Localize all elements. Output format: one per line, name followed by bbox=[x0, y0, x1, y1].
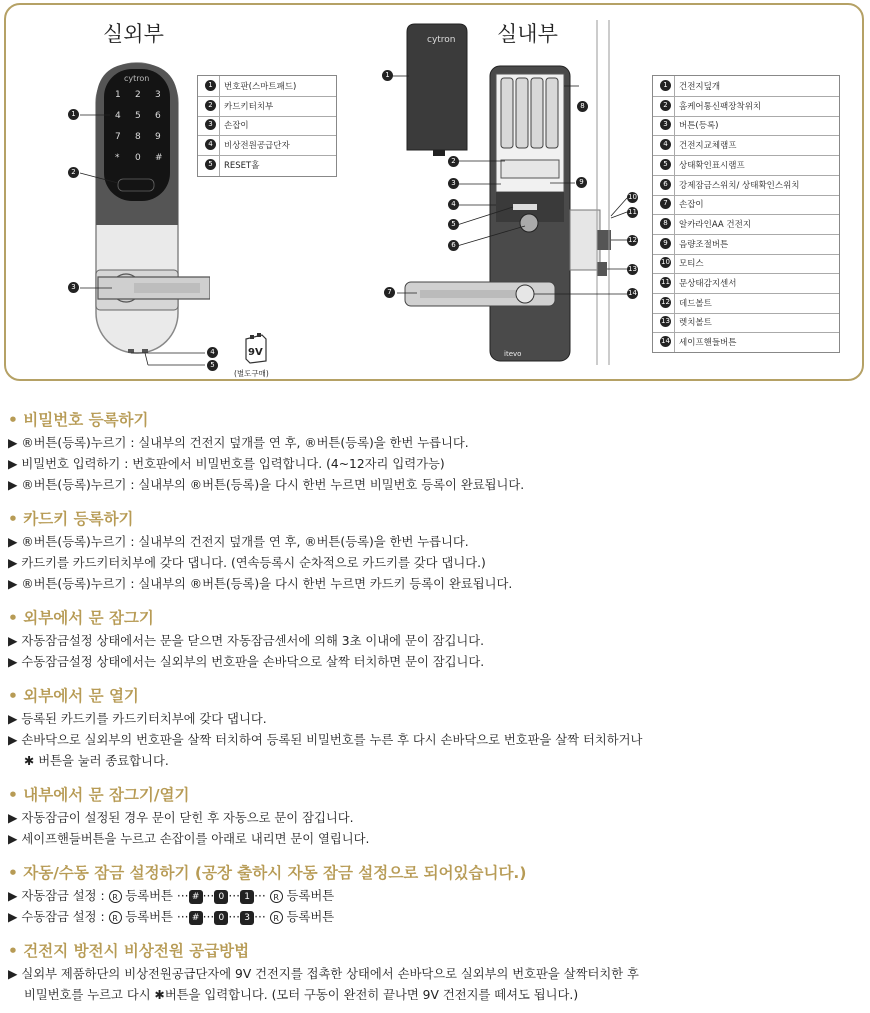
instruction-line: ▶ ®버튼(등록)누르기 : 실내부의 ®버튼(등록)을 다시 한번 누르면 카드키 등록이 완료됩니다. bbox=[8, 577, 513, 591]
legend-label: 홈케어통신팩장착위치 bbox=[679, 101, 762, 112]
legend-label: 데드볼트 bbox=[679, 298, 712, 309]
legend-row bbox=[653, 175, 839, 196]
instruction-line: ▶ ®버튼(등록)누르기 : 실내부의 건전지 덮개를 연 후, ®버튼(등록)을 한번 누릅니다. bbox=[8, 436, 469, 450]
instruction-line: ▶ 자동잠금설정 상태에서는 문을 닫으면 자동잠금센서에 의해 3초 이내에 문이 잠깁니다. bbox=[8, 634, 485, 648]
outdoor-legend bbox=[197, 75, 337, 177]
instruction-line: ▶ 실외부 제품하단의 비상전원공급단자에 9V 건전지를 접촉한 상태에서 손바닥으로 실외부의 번호판을 살짝터치한 후 bbox=[8, 967, 639, 981]
keypad-key[interactable]: 6 bbox=[155, 111, 161, 121]
outdoor-title: 실외부 bbox=[103, 22, 164, 46]
legend-row bbox=[198, 155, 336, 175]
indoor-callout-1: 1 bbox=[382, 70, 393, 81]
callout-5: 5 bbox=[207, 360, 218, 371]
legend-number: 2 bbox=[205, 100, 216, 111]
instruction-line: ▶ 손바닥으로 실외부의 번호판을 살짝 터치하여 등록된 비밀번호를 누른 후 다시 손바닥으로 번호판을 살짝 터치하거나 bbox=[8, 733, 643, 747]
legend-number: 4 bbox=[205, 139, 216, 150]
legend-label: 건전지덮개 bbox=[679, 82, 721, 92]
keypad-key[interactable]: * bbox=[115, 153, 120, 163]
hash-key-icon: # bbox=[189, 890, 203, 904]
callout-4: 4 bbox=[207, 347, 218, 358]
section-heading: • 카드키 등록하기 bbox=[8, 510, 134, 528]
manual-lock-setting-line bbox=[8, 907, 334, 925]
indoor-title: 실내부 bbox=[497, 22, 558, 46]
instruction-line-cont: ✱ 버튼을 눌러 종료합니다. bbox=[24, 754, 169, 768]
legend-label: 손잡이 bbox=[224, 121, 249, 132]
legend-number: 5 bbox=[205, 159, 216, 170]
legend-row bbox=[653, 332, 839, 352]
legend-row bbox=[653, 273, 839, 294]
keypad-key[interactable]: 5 bbox=[135, 111, 141, 121]
outdoor-brand: cytron bbox=[124, 74, 150, 83]
legend-number: 11 bbox=[661, 278, 670, 286]
battery-9v-icon bbox=[242, 333, 270, 365]
legend-label: 건전지교체램프 bbox=[679, 141, 737, 152]
legend-label: 상태확인표시램프 bbox=[679, 160, 745, 171]
instruction-line: ▶ 세이프핸들버튼을 누르고 손잡이를 아래로 내리면 문이 열립니다. bbox=[8, 832, 370, 846]
indoor-callout-12: 12 bbox=[628, 236, 637, 244]
section-heading: • 내부에서 문 잠그기/열기 bbox=[8, 786, 190, 804]
setting-prefix: ▶ 자동잠금 설정 : bbox=[8, 889, 109, 903]
legend-label: 세이프핸들버튼 bbox=[679, 338, 737, 349]
section-heading: • 외부에서 문 잠그기 bbox=[8, 609, 154, 627]
battery-note: (별도구매) bbox=[234, 369, 269, 378]
keypad-key[interactable]: 8 bbox=[135, 132, 141, 142]
legend-label: 비상전원공급단자 bbox=[224, 141, 290, 152]
indoor-lock-drawing bbox=[375, 20, 645, 365]
arrow-dots: ··· bbox=[176, 889, 189, 903]
legend-label: 카드키터치부 bbox=[224, 101, 274, 112]
arrow-dots: ··· bbox=[228, 910, 241, 924]
legend-label: 알카라인AA 건전지 bbox=[679, 219, 752, 230]
keypad-key[interactable]: 2 bbox=[135, 90, 141, 100]
instruction-line: ▶ 등록된 카드키를 카드키터치부에 갖다 댑니다. bbox=[8, 712, 267, 726]
cover-brand: cytron bbox=[427, 35, 456, 45]
number-key-icon: 1 bbox=[240, 890, 254, 904]
legend-number: 7 bbox=[660, 198, 671, 209]
callout-2: 2 bbox=[68, 167, 79, 178]
keypad-key[interactable]: 3 bbox=[155, 90, 161, 100]
section-heading: • 비밀번호 등록하기 bbox=[8, 411, 149, 429]
outdoor-lock-drawing bbox=[60, 55, 210, 375]
indoor-callout-7: 7 bbox=[384, 287, 395, 298]
instruction-line: ▶ 자동잠금이 설정된 경우 문이 닫힌 후 자동으로 문이 잠깁니다. bbox=[8, 811, 354, 825]
keypad-key[interactable]: 4 bbox=[115, 111, 121, 121]
legend-row bbox=[653, 115, 839, 136]
legend-number: 8 bbox=[660, 218, 671, 229]
legend-row bbox=[653, 96, 839, 117]
legend-row bbox=[653, 214, 839, 235]
section-heading: • 외부에서 문 열기 bbox=[8, 687, 139, 705]
arrow-dots: ··· bbox=[176, 910, 189, 924]
indoor-callout-8: 8 bbox=[577, 101, 588, 112]
indoor-callout-11: 11 bbox=[628, 208, 637, 216]
legend-number: 3 bbox=[660, 119, 671, 130]
legend-row bbox=[198, 76, 336, 97]
callout-3: 3 bbox=[68, 282, 79, 293]
legend-number: 1 bbox=[660, 80, 671, 91]
legend-row bbox=[198, 135, 336, 156]
legend-row bbox=[653, 312, 839, 333]
legend-number: 9 bbox=[660, 238, 671, 249]
legend-number: 2 bbox=[660, 100, 671, 111]
legend-label: 렛치볼트 bbox=[679, 318, 712, 329]
hash-key-icon: # bbox=[189, 911, 203, 925]
legend-label: 손잡이 bbox=[679, 200, 704, 211]
section-heading: • 자동/수동 잠금 설정하기 (공장 출하시 자동 잠금 설정으로 되어있습니다.) bbox=[8, 864, 527, 882]
legend-number: 13 bbox=[661, 317, 670, 326]
register-button-text: 등록버튼 bbox=[121, 910, 177, 924]
arrow-dots: ··· bbox=[254, 889, 270, 903]
section-heading: • 건전지 방전시 비상전원 공급방법 bbox=[8, 942, 250, 960]
setting-prefix: ▶ 수동잠금 설정 : bbox=[8, 910, 109, 924]
arrow-dots: ··· bbox=[254, 910, 270, 924]
legend-row bbox=[198, 115, 336, 136]
indoor-callout-13: 13 bbox=[628, 265, 637, 273]
legend-row bbox=[653, 135, 839, 156]
indoor-legend bbox=[652, 75, 840, 353]
indoor-callout-10: 10 bbox=[628, 193, 637, 201]
keypad-key[interactable]: # bbox=[155, 153, 163, 163]
legend-label: RESET홀 bbox=[224, 160, 260, 171]
number-key-icon: 3 bbox=[240, 911, 254, 925]
legend-label: 번호판(스마트패드) bbox=[224, 82, 297, 92]
legend-number: 5 bbox=[660, 159, 671, 170]
indoor-callout-3: 3 bbox=[448, 178, 459, 189]
instruction-line: ▶ 비밀번호 입력하기 : 번호판에서 비밀번호를 입력합니다. (4~12자리 입력가능) bbox=[8, 457, 445, 471]
keypad-key[interactable]: 1 bbox=[115, 90, 121, 100]
legend-number: 10 bbox=[661, 258, 670, 267]
legend-row bbox=[653, 155, 839, 176]
legend-label: 음량조절버튼 bbox=[679, 239, 729, 250]
indoor-callout-2: 2 bbox=[448, 156, 459, 167]
legend-number: 3 bbox=[205, 119, 216, 130]
arrow-dots: ··· bbox=[228, 889, 241, 903]
indoor-callout-9: 9 bbox=[576, 177, 587, 188]
legend-number: 4 bbox=[660, 139, 671, 150]
battery-label: 9V bbox=[248, 347, 263, 358]
number-key-icon: 0 bbox=[214, 911, 228, 925]
legend-row bbox=[653, 253, 839, 274]
legend-row bbox=[653, 234, 839, 255]
legend-label: 문상태감지센서 bbox=[679, 279, 737, 289]
keypad-key[interactable]: 9 bbox=[155, 132, 161, 142]
legend-label: 버튼(등록) bbox=[679, 121, 719, 132]
instruction-line: ▶ 수동잠금설정 상태에서는 실외부의 번호판을 손바닥으로 살짝 터치하면 문이 잠깁니다. bbox=[8, 655, 485, 669]
arrow-dots: ··· bbox=[202, 889, 215, 903]
arrow-dots: ··· bbox=[202, 910, 215, 924]
legend-row bbox=[653, 293, 839, 314]
instruction-line: ▶ ®버튼(등록)누르기 : 실내부의 건전지 덮개를 연 후, ®버튼(등록)을 한번 누릅니다. bbox=[8, 535, 469, 549]
register-button-text: 등록버튼 bbox=[121, 889, 177, 903]
legend-label: 모티스 bbox=[679, 259, 704, 270]
legend-number: 12 bbox=[661, 297, 670, 306]
legend-number: 14 bbox=[661, 337, 670, 346]
indoor-callout-5: 5 bbox=[448, 219, 459, 230]
instruction-line: ▶ ®버튼(등록)누르기 : 실내부의 ®버튼(등록)을 다시 한번 누르면 비밀번호 등록이 완료됩니다. bbox=[8, 478, 525, 492]
indoor-callout-14: 14 bbox=[628, 289, 637, 297]
legend-row bbox=[198, 96, 336, 117]
register-key-icon: R bbox=[109, 911, 122, 924]
instruction-line-cont: 비밀번호를 누르고 다시 ✱버튼을 입력합니다. (모터 구동이 완전히 끝나면 9V 건전지를 떼셔도 됩니다.) bbox=[24, 988, 579, 1002]
keypad-key[interactable]: 0 bbox=[135, 153, 141, 163]
register-button-text: 등록버튼 bbox=[282, 910, 335, 924]
legend-number: 1 bbox=[205, 80, 216, 91]
indoor-bottom-brand: itevo bbox=[504, 350, 522, 358]
callout-1: 1 bbox=[68, 109, 79, 120]
indoor-callout-6: 6 bbox=[448, 240, 459, 251]
register-button-text: 등록버튼 bbox=[282, 889, 335, 903]
instruction-line: ▶ 카드키를 카드키터치부에 갖다 댑니다. (연속등록시 순차적으로 카드키를 갖다 댑니다.) bbox=[8, 556, 486, 570]
keypad-key[interactable]: 7 bbox=[115, 132, 121, 142]
register-key-icon: R bbox=[270, 890, 283, 903]
auto-lock-setting-line bbox=[8, 886, 334, 904]
legend-row bbox=[653, 76, 839, 97]
number-key-icon: 0 bbox=[214, 890, 228, 904]
legend-label: 강제잠금스위치/ 상태확인스위치 bbox=[679, 180, 800, 191]
legend-row bbox=[653, 194, 839, 215]
indoor-callout-4: 4 bbox=[448, 199, 459, 210]
legend-number: 6 bbox=[660, 179, 671, 190]
register-key-icon: R bbox=[109, 890, 122, 903]
register-key-icon: R bbox=[270, 911, 283, 924]
